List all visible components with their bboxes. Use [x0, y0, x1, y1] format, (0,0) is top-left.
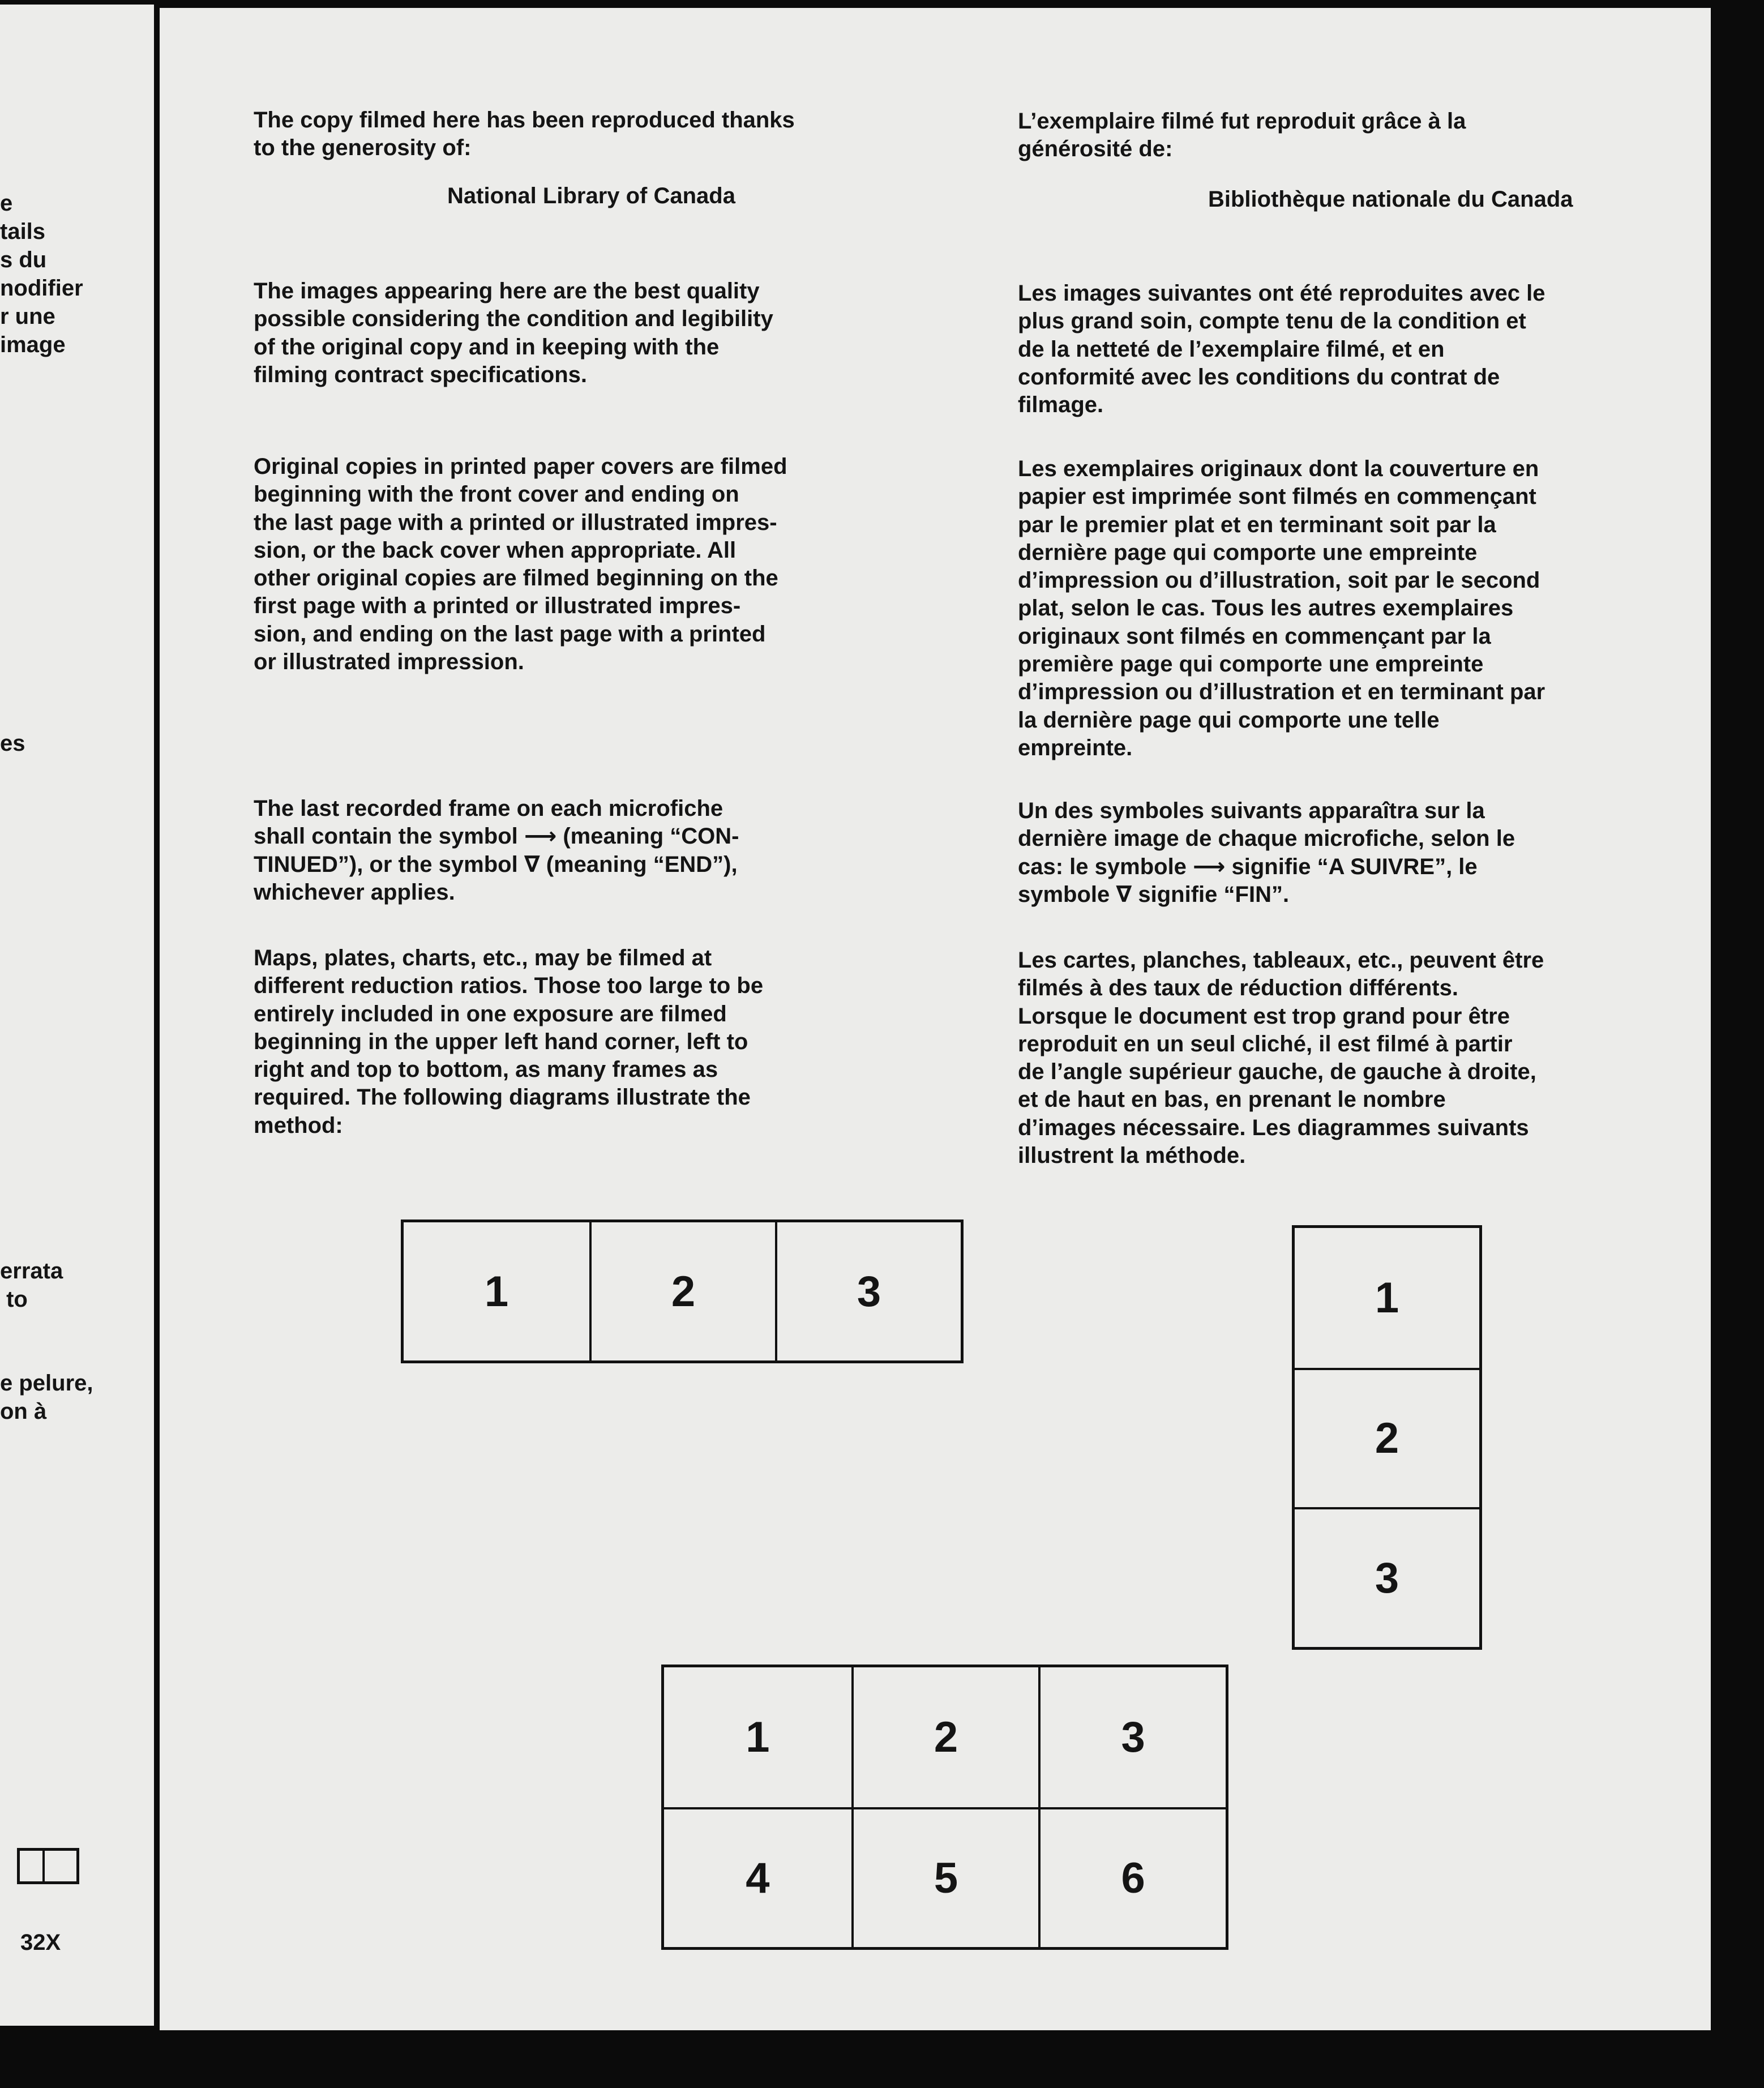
- text-line: d’images nécessaire. Les diagrammes suivants: [1018, 1115, 1529, 1140]
- text-line: filming contract specifications.: [254, 362, 588, 387]
- text-line: reproduit en un seul cliché, il est filmé à partir: [1018, 1031, 1513, 1056]
- margin-fragment: on à: [0, 1399, 47, 1424]
- text-line: Les images suivantes ont été reproduites avec le: [1018, 281, 1545, 306]
- text-line: empreinte.: [1018, 735, 1133, 760]
- text-line: d’impression ou d’illustration et en terminant par: [1018, 679, 1545, 705]
- text-line: papier est imprimée sont filmés en commençant: [1018, 484, 1536, 510]
- text-line: whichever applies.: [254, 879, 455, 905]
- french-institution: [1208, 186, 1573, 213]
- text-line: filmés à des taux de réduction différents.: [1018, 975, 1458, 1001]
- french-symbols-paragraph: [1018, 797, 1515, 909]
- text-line: entirely included in one exposure are filmed: [254, 1001, 727, 1026]
- text-line: right and top to bottom, as many frames as: [254, 1057, 718, 1082]
- margin-fragment: image: [0, 332, 66, 357]
- text-line: filmage.: [1018, 392, 1104, 418]
- scale-label: 32X: [20, 1930, 61, 1955]
- text-line: or illustrated impression.: [254, 649, 524, 675]
- text-line: The images appearing here are the best quality: [254, 279, 760, 303]
- text-line: générosité de:: [1018, 136, 1173, 162]
- text-line: symbole ∇ signifie “FIN”.: [1018, 882, 1290, 907]
- grid-frames-diagram: [661, 1665, 1228, 1950]
- text-line: par le premier plat et en terminant soit par la: [1018, 512, 1496, 537]
- vertical-frames-diagram: [1292, 1225, 1482, 1650]
- text-line: to the generosity of:: [254, 135, 472, 161]
- text-line: cas: le symbole ⟶ signifie “A SUIVRE”, le: [1018, 854, 1478, 879]
- text-line: conformité avec les conditions du contrat de: [1018, 364, 1500, 390]
- text-line: different reduction ratios. Those too large to be: [254, 973, 764, 999]
- text-line: shall contain the symbol ⟶ (meaning “CON-: [254, 824, 739, 849]
- frame-cell: 3: [775, 1222, 961, 1360]
- text-line: illustrent la méthode.: [1018, 1143, 1246, 1169]
- text-line: Original copies in printed paper covers are filmed: [254, 454, 787, 479]
- text-line: the last page with a printed or illustrated impres-: [254, 510, 777, 535]
- text-line: Maps, plates, charts, etc., may be filmed at: [254, 945, 712, 970]
- text-line: Les exemplaires originaux dont la couverture en: [1018, 456, 1539, 481]
- text-line: TINUED”), or the symbol ∇ (meaning “END”),: [254, 852, 738, 877]
- text-line: National Library of Canada: [447, 183, 735, 208]
- frame-cell: 3: [1038, 1667, 1226, 1807]
- frame-cell: 2: [1295, 1368, 1479, 1508]
- margin-fragment: s du: [0, 247, 47, 272]
- text-line: first page with a printed or illustrated impres-: [254, 593, 741, 619]
- french-maps-paragraph: [1018, 947, 1544, 1170]
- margin-fragment: errata: [0, 1259, 63, 1283]
- text-line: possible considering the condition and legibility: [254, 306, 773, 332]
- english-symbols-paragraph: [254, 795, 739, 906]
- french-credit-intro: [1018, 108, 1466, 164]
- text-line: la dernière page qui comporte une telle: [1018, 707, 1440, 733]
- text-line: Un des symboles suivants apparaîtra sur la: [1018, 798, 1485, 823]
- margin-fragment: e pelure,: [0, 1371, 93, 1396]
- text-line: sion, and ending on the last page with a printed: [254, 621, 766, 647]
- text-line: Les cartes, planches, tableaux, etc., peuvent être: [1018, 948, 1544, 973]
- frame-cell: 4: [664, 1807, 851, 1947]
- frame-cell: 1: [1375, 1273, 1399, 1322]
- text-line: The copy filmed here has been reproduced thanks: [254, 108, 795, 132]
- text-line: plat, selon le cas. Tous les autres exemplaires: [1018, 596, 1514, 621]
- english-originals-paragraph: [254, 453, 787, 676]
- resolution-target-box: [17, 1848, 79, 1884]
- text-line: originaux sont filmés en commençant par la: [1018, 623, 1491, 649]
- text-line: L’exemplaire filmé fut reproduit grâce à la: [1018, 109, 1466, 134]
- text-line: required. The following diagrams illustrate the: [254, 1085, 751, 1110]
- text-line: première page qui comporte une empreinte: [1018, 652, 1484, 677]
- margin-fragment: e: [0, 191, 13, 216]
- frame-cell: 1: [746, 1713, 770, 1761]
- text-line: de l’angle supérieur gauche, de gauche à droite,: [1018, 1059, 1536, 1085]
- margin-fragment: to: [0, 1287, 28, 1312]
- page-gutter: [1711, 8, 1716, 2030]
- text-line: The last recorded frame on each microfiche: [254, 796, 723, 821]
- text-line: dernière image de chaque microfiche, selon le: [1018, 826, 1515, 852]
- frame-cell: 1: [484, 1267, 509, 1316]
- frame-cell: 6: [1038, 1807, 1226, 1947]
- french-originals-paragraph: [1018, 455, 1545, 762]
- english-maps-paragraph: [254, 944, 763, 1140]
- text-line: Lorsque le document est trop grand pour être: [1018, 1003, 1510, 1029]
- text-line: beginning with the front cover and ending on: [254, 482, 739, 507]
- text-line: sion, or the back cover when appropriate. All: [254, 537, 737, 563]
- text-line: de la netteté de l’exemplaire filmé, et en: [1018, 336, 1445, 362]
- text-line: method:: [254, 1113, 343, 1138]
- text-line: of the original copy and in keeping with the: [254, 334, 720, 360]
- margin-fragment: es: [0, 731, 25, 756]
- english-quality-paragraph: [254, 277, 773, 389]
- text-line: plus grand soin, compte tenu de la condition et: [1018, 309, 1526, 334]
- text-line: d’impression ou d’illustration, soit par le second: [1018, 568, 1540, 593]
- text-line: dernière page qui comporte une empreinte: [1018, 540, 1478, 565]
- english-credit-intro: [254, 106, 795, 162]
- margin-fragment: r une: [0, 304, 55, 329]
- french-quality-paragraph: [1018, 280, 1545, 419]
- frame-cell: 3: [1295, 1507, 1479, 1647]
- text-line: Bibliothèque nationale du Canada: [1208, 187, 1573, 212]
- margin-fragment: tails: [0, 219, 46, 244]
- frame-cell: 5: [851, 1807, 1039, 1947]
- english-institution: [447, 182, 735, 210]
- horizontal-frames-diagram: [401, 1220, 964, 1363]
- text-line: other original copies are filmed beginning on the: [254, 566, 778, 591]
- margin-fragment: nodifier: [0, 276, 83, 301]
- frame-cell: 2: [851, 1667, 1039, 1807]
- text-line: et de haut en bas, en prenant le nombre: [1018, 1087, 1446, 1113]
- frame-cell: 2: [589, 1222, 775, 1360]
- text-line: beginning in the upper left hand corner, left to: [254, 1029, 748, 1054]
